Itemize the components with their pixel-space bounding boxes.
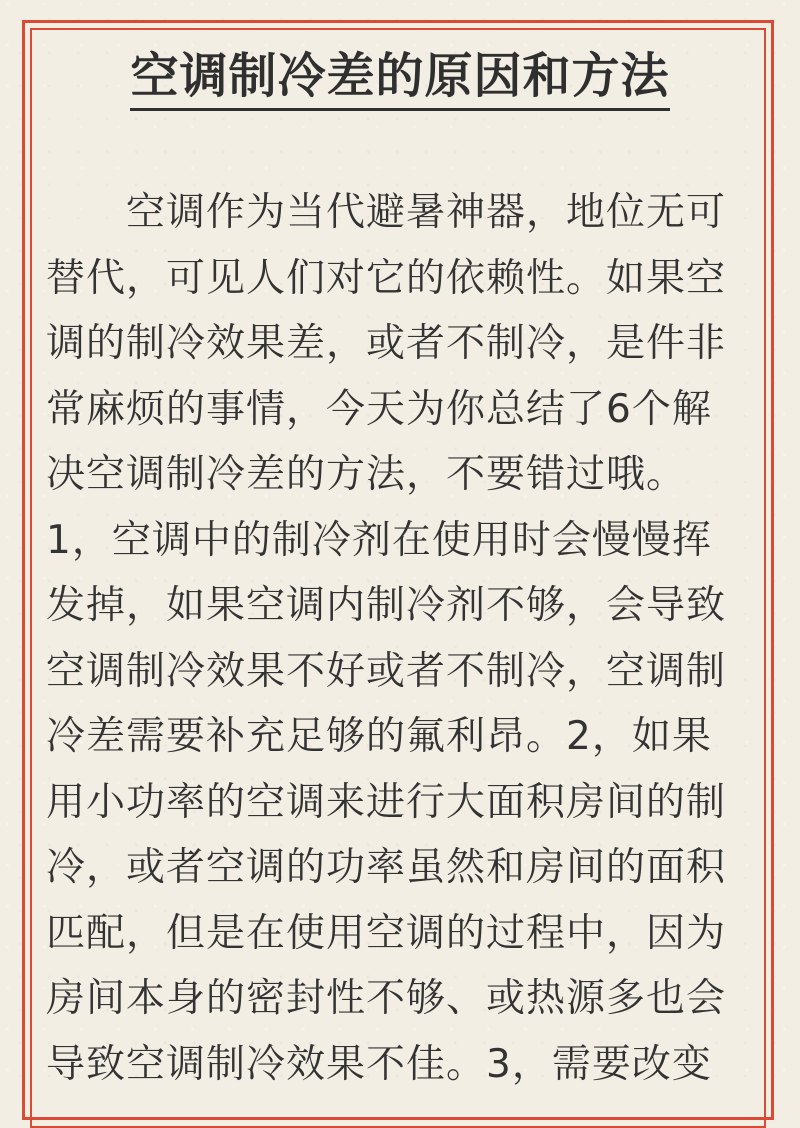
article-title — [0, 44, 800, 108]
article-body — [46, 180, 750, 1097]
article-title-text: 空调制冷差的原因和方法 — [130, 48, 669, 111]
article-paragraph: 空调作为当代避暑神器，地位无可替代，可见人们对它的依赖性。如果空调的制冷效果差，或者不制冷，是件非常麻烦的事情，今天为你总结了6个解决空调制冷差的方法，不要错过哦。1，空调中的制冷剂在使用时会慢慢挥发掉，如果空调内制冷剂不够，会导致空调制冷效果不好或者不制冷，空调制冷差需要补充足够的氟利昂。2，如果用小功率的空调来进行大面积房间的制冷，或者空调的功率虽然和房间的面积匹配，但是在使用空调的过程中，因为房间本身的密封性不够、或热源多也会导致空调制冷效果不佳。3，需要改变 — [46, 190, 727, 1087]
